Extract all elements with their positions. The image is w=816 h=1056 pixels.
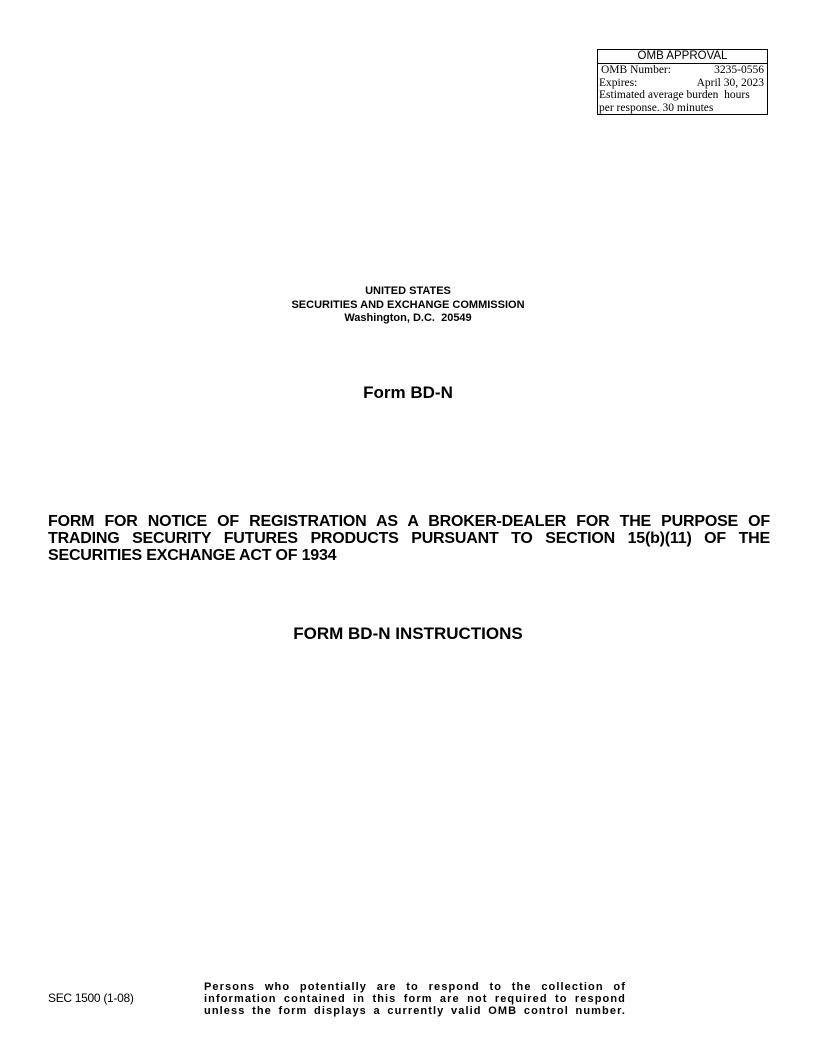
omb-expires-label: Expires: — [599, 76, 638, 89]
omb-approval-box — [597, 49, 768, 115]
agency-line1: UNITED STATES — [365, 285, 451, 297]
omb-expires-value: April 30, 2023 — [696, 76, 764, 89]
omb-number-row — [598, 64, 767, 77]
omb-burden-line2: per response. 30 minutes — [599, 101, 714, 114]
omb-approval-title: OMB APPROVAL — [598, 50, 767, 64]
form-description: FORM FOR NOTICE OF REGISTRATION AS A BROKER-DEALER FOR THE PURPOSE OF TRADING SECURITY FUTURES PRODUCTS PURSUANT TO SECTION 15(b)(11) OF THE SECURITIES EXCHANGE ACT OF 1934 — [48, 513, 770, 564]
agency-header — [0, 285, 816, 326]
omb-number-label: OMB Number: — [601, 64, 671, 76]
agency-line3: Washington, D.C. 20549 — [344, 312, 472, 324]
form-title: Form BD-N — [363, 383, 453, 402]
instructions-heading: FORM BD-N INSTRUCTIONS — [293, 624, 523, 643]
omb-notice: Persons who potentially are to respond to the collection of information contained in this form are not required to respond unless the form displays a currently valid OMB control number. — [204, 981, 626, 1017]
omb-number-value: 3235-0556 — [714, 64, 764, 76]
omb-burden-line1: Estimated average burden hours — [599, 89, 750, 101]
omb-expires-row — [598, 77, 767, 90]
agency-line2: SECURITIES AND EXCHANGE COMMISSION — [291, 298, 525, 311]
form-code: SEC 1500 (1-08) — [48, 991, 134, 1005]
